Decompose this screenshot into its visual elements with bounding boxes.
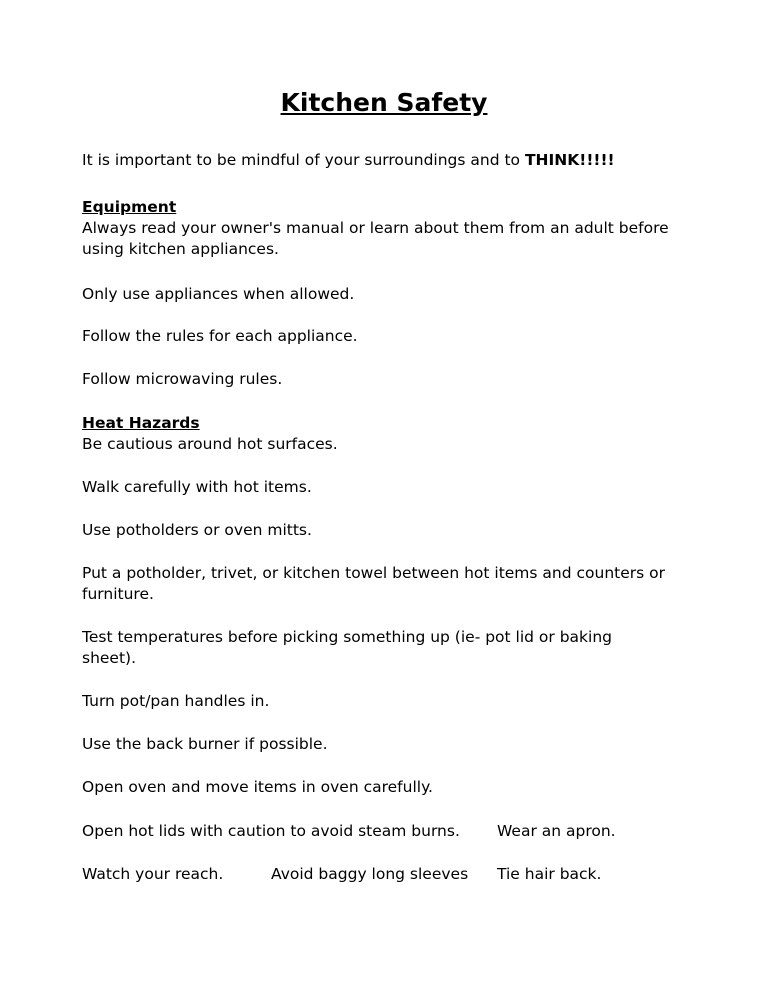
heat-hazards-section-intro bbox=[82, 413, 702, 455]
heat-hazards-item: Avoid baggy long sleeves bbox=[271, 865, 469, 883]
heat-hazards-item: Tie hair back. bbox=[497, 865, 602, 883]
heat-hazards-item: Be cautious around hot surfaces. bbox=[82, 435, 338, 453]
intro-paragraph bbox=[82, 150, 702, 171]
equipment-item: Follow microwaving rules. bbox=[82, 370, 283, 388]
equipment-item: Always read your owner's manual or learn about them from an adult before using kitchen appliances. bbox=[82, 219, 669, 258]
heat-hazards-item: Use the back burner if possible. bbox=[82, 735, 328, 753]
heat-hazards-item: Use potholders or oven mitts. bbox=[82, 521, 312, 539]
heat-hazards-item: Test temperatures before picking something up (ie- pot lid or baking sheet). bbox=[82, 628, 612, 667]
heat-hazards-item: Open hot lids with caution to avoid steam burns. bbox=[82, 822, 460, 840]
equipment-item: Only use appliances when allowed. bbox=[82, 285, 355, 303]
intro-emphasis: THINK!!!!! bbox=[524, 151, 615, 169]
equipment-heading: Equipment bbox=[82, 198, 177, 216]
page-title: Kitchen Safety bbox=[280, 88, 488, 117]
heat-hazards-heading: Heat Hazards bbox=[82, 414, 200, 432]
equipment-section-intro bbox=[82, 197, 692, 260]
equipment-item: Follow the rules for each appliance. bbox=[82, 327, 358, 345]
heat-hazards-item: Walk carefully with hot items. bbox=[82, 478, 312, 496]
heat-hazards-item: Put a potholder, trivet, or kitchen towel between hot items and counters or furniture. bbox=[82, 564, 665, 603]
heat-hazards-item: Watch your reach. bbox=[82, 865, 224, 883]
heat-hazards-item: Turn pot/pan handles in. bbox=[82, 692, 270, 710]
heat-hazards-item: Open oven and move items in oven carefully. bbox=[82, 778, 433, 796]
intro-text: It is important to be mindful of your surroundings and to bbox=[82, 151, 525, 169]
heat-hazards-item: Wear an apron. bbox=[497, 822, 616, 840]
